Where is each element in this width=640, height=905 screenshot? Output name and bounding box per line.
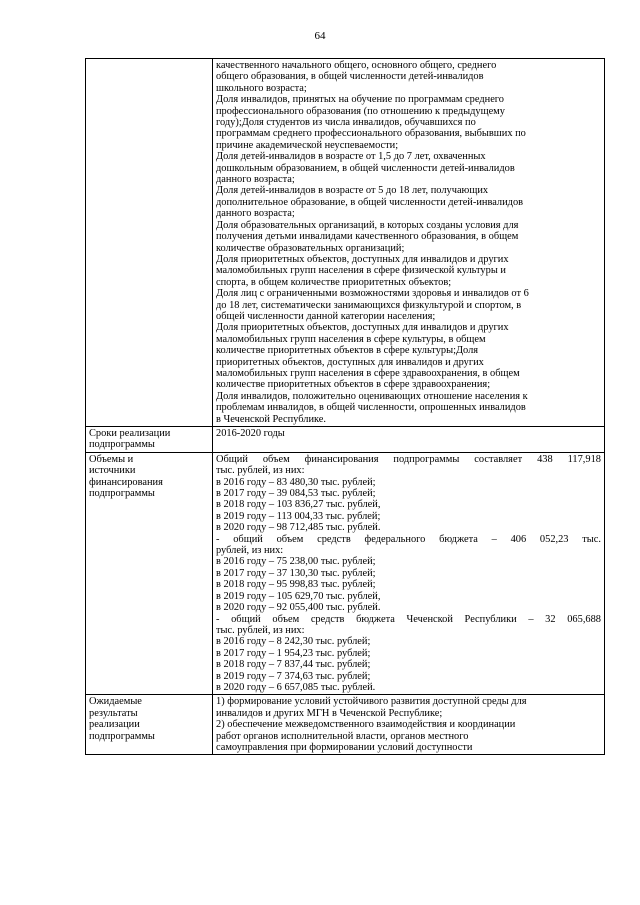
content-line: рублей, из них: bbox=[216, 545, 284, 557]
content-line: в 2016 году – 83 480,30 тыс. рублей; bbox=[216, 476, 376, 488]
content-line: маломобильных групп населения в сфере здравоохранения, в общем bbox=[216, 367, 520, 379]
content-line: году);Доля студентов из числа инвалидов, обучавшихся по bbox=[216, 117, 476, 129]
content-line: тыс. рублей, из них: bbox=[216, 624, 305, 636]
content-line: - общий объем средств бюджета Чеченской Республики – 32 065,688 bbox=[216, 613, 601, 625]
content-line: профессионального образования (по отношению к предыдущему bbox=[216, 105, 505, 117]
content-line: - общий объем средств федерального бюджета – 406 052,23 тыс. bbox=[216, 533, 601, 545]
row-content-cell bbox=[213, 59, 605, 427]
row-label-line: реализации bbox=[89, 719, 140, 731]
content-line: в 2019 году – 7 374,63 тыс. рублей; bbox=[216, 670, 371, 682]
content-line: 1) формирование условий устойчивого развития доступной среды для bbox=[216, 696, 527, 708]
content-line: Доля лиц с ограниченными возможностями здоровья и инвалидов от 6 bbox=[216, 288, 529, 300]
row-label-line: Сроки реализации bbox=[89, 428, 171, 439]
content-line: Доля приоритетных объектов, доступных для инвалидов и других bbox=[216, 253, 509, 265]
content-line: получения детьми инвалидами качественного образования, в общем bbox=[216, 231, 519, 243]
passport-table bbox=[85, 58, 605, 755]
content-line: в 2020 году – 6 657,085 тыс. рублей. bbox=[216, 681, 376, 693]
content-line: маломобильных групп населения в сфере культуры, в общем bbox=[216, 333, 486, 345]
content-line: в 2018 году – 7 837,44 тыс. рублей; bbox=[216, 659, 371, 671]
row-label-cell bbox=[86, 59, 213, 427]
content-line: Доля детей-инвалидов в возрасте от 5 до 18 лет, получающих bbox=[216, 185, 489, 197]
content-line: Доля детей-инвалидов в возрасте от 1,5 до 7 лет, охваченных bbox=[216, 151, 486, 163]
content-line: тыс. рублей, из них: bbox=[216, 465, 305, 477]
content-line: количестве приоритетных объектов в сфере культуры;Доля bbox=[216, 345, 479, 357]
row-content-cell bbox=[213, 452, 605, 695]
content-line: причине академической неуспеваемости; bbox=[216, 139, 399, 151]
content-line: в 2020 году – 98 712,485 тыс. рублей. bbox=[216, 522, 381, 534]
content-line: программам среднего профессионального образования, выбывших по bbox=[216, 128, 526, 140]
content-line: в 2018 году – 95 998,83 тыс. рублей; bbox=[216, 579, 376, 591]
content-line: Общий объем финансирования подпрограммы составляет 438 117,918 bbox=[216, 453, 601, 465]
content-line: общего образования, в общей численности детей-инвалидов bbox=[216, 71, 484, 83]
content-line: в 2017 году – 39 084,53 тыс. рублей; bbox=[216, 488, 376, 500]
content-line: дополнительное образование, в общей численности детей-инвалидов bbox=[216, 196, 524, 208]
content-line: 2016-2020 годы bbox=[216, 428, 285, 439]
content-line: в 2016 году – 8 242,30 тыс. рублей; bbox=[216, 636, 371, 648]
content-line: Доля приоритетных объектов, доступных для инвалидов и других bbox=[216, 322, 509, 334]
content-line: данного возраста; bbox=[216, 208, 295, 220]
content-line: приоритетных объектов, доступных для инвалидов и других bbox=[216, 356, 484, 368]
content-line: в 2018 году – 103 836,27 тыс. рублей, bbox=[216, 499, 381, 511]
content-line: в 2017 году – 1 954,23 тыс. рублей; bbox=[216, 647, 371, 659]
content-line: в 2020 году – 92 055,400 тыс. рублей. bbox=[216, 602, 381, 614]
content-line: в Чеченской Республике. bbox=[216, 413, 327, 425]
row-label-line: результаты bbox=[89, 707, 138, 719]
row-label-cell bbox=[86, 427, 213, 453]
content-line: проблемам инвалидов, в общей численности, опрошенных инвалидов bbox=[216, 402, 526, 414]
row-label-line: финансирования bbox=[89, 476, 163, 488]
table-row bbox=[86, 452, 605, 695]
row-label-line: подпрограммы bbox=[89, 488, 155, 500]
content-line: до 18 лет, систематически занимающихся физкультурой и спортом, в bbox=[216, 299, 522, 311]
content-line: инвалидов и других МГН в Чеченской Республике; bbox=[216, 707, 443, 719]
content-line: дошкольным образованием, в общей численности детей-инвалидов bbox=[216, 162, 515, 174]
row-content-cell bbox=[213, 695, 605, 755]
row-label-cell bbox=[86, 695, 213, 755]
content-line: качественного начального общего, основного общего, среднего bbox=[216, 60, 497, 71]
content-line: в 2019 году – 105 629,70 тыс. рублей, bbox=[216, 590, 381, 602]
content-line: Доля образовательных организаций, в которых созданы условия для bbox=[216, 219, 519, 231]
row-content-cell bbox=[213, 427, 605, 453]
content-line: общей численности данной категории населения; bbox=[216, 310, 436, 322]
row-label-line: подпрограммы bbox=[89, 439, 155, 451]
row-label-line: источники bbox=[89, 465, 136, 477]
content-line: Доля инвалидов, принятых на обучение по программам среднего bbox=[216, 94, 504, 106]
content-line: количестве приоритетных объектов в сфере здравоохранения; bbox=[216, 379, 491, 391]
content-line: самоуправления при формировании условий доступности bbox=[216, 741, 473, 753]
content-line: школьного возраста; bbox=[216, 82, 307, 94]
table-row bbox=[86, 59, 605, 427]
row-label-line: Объемы и bbox=[89, 453, 134, 465]
content-line: в 2019 году – 113 004,33 тыс. рублей; bbox=[216, 510, 381, 522]
content-line: в 2016 году – 75 238,00 тыс. рублей; bbox=[216, 556, 376, 568]
content-line: маломобильных групп населения в сфере физической культуры и bbox=[216, 265, 506, 277]
content-line: данного возраста; bbox=[216, 174, 295, 186]
content-line: в 2017 году – 37 130,30 тыс. рублей; bbox=[216, 567, 376, 579]
page-number: 64 bbox=[314, 30, 326, 42]
content-line: работ органов исполнительной власти, органов местного bbox=[216, 730, 469, 742]
table-row bbox=[86, 427, 605, 453]
row-label-line: подпрограммы bbox=[89, 730, 155, 742]
content-line: 2) обеспечение межведомственного взаимодействия и координации bbox=[216, 719, 516, 731]
row-label-cell bbox=[86, 452, 213, 695]
row-label-line: Ожидаемые bbox=[89, 696, 142, 708]
content-line: количестве образовательных организаций; bbox=[216, 242, 405, 254]
table-row bbox=[86, 695, 605, 755]
content-line: Доля инвалидов, положительно оценивающих отношение населения к bbox=[216, 390, 528, 402]
content-line: спорта, в общем количестве приоритетных объектов; bbox=[216, 276, 452, 288]
